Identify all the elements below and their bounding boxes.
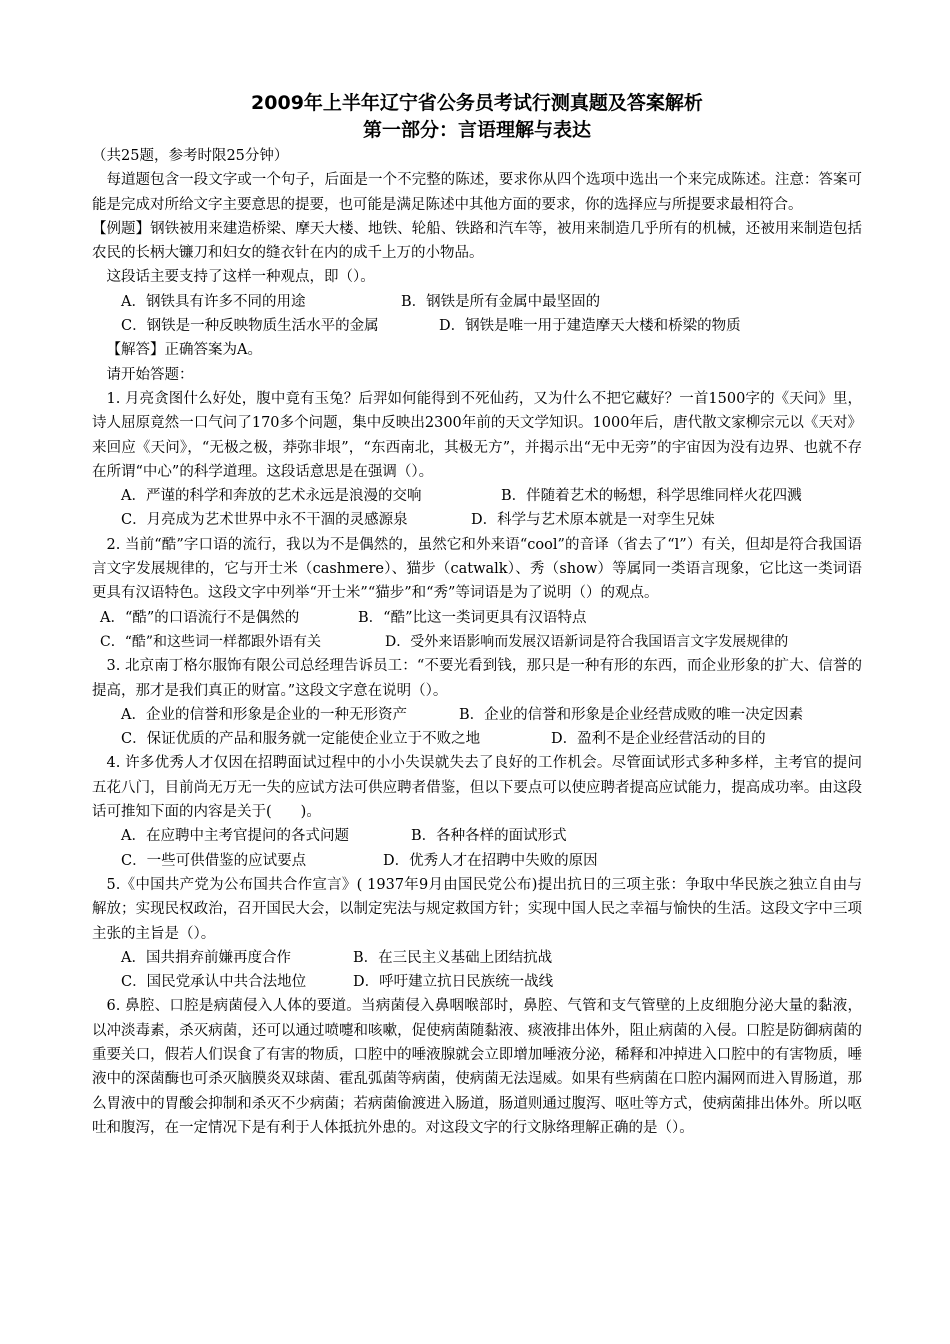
q4-option-c: C．一些可供借鉴的应试要点 (121, 852, 307, 869)
q1-option-b: B．伴随着艺术的畅想，科学思维同样火花四溅 (501, 488, 802, 505)
question-3: 3. 北京南丁格尔服饰有限公司总经理告诉员工：“不要光看到钱，那只是一种有形的东西，而企业形象的扩大、信誉的提高，那才是我们真正的财富。”这段文字意在说明（）。 (92, 658, 862, 699)
q1-options-ab (92, 484, 862, 508)
q5-option-c: C．国民党承认中共合法地位 (121, 974, 307, 991)
q3-options-ab (92, 703, 862, 727)
time-note: （共25题，参考时限25分钟） (92, 148, 289, 164)
q1-option-a: A．严谨的科学和奔放的艺术永远是浪漫的交响 (121, 488, 422, 505)
q5-option-b: B．在三民主义基础上团结抗战 (353, 949, 553, 966)
example-options-cd (92, 314, 862, 338)
question-2: 2. 当前“酷”字口语的流行，我以为不是偶然的，虽然它和外来语“cool”的音译（省去了“l”）有关，但却是符合我国语言文字发展规律的，它与开士米（cashmere）、猫步（catwalk）、秀（show）等属同一类语言现象，它比这一类词语更具有汉语特色。这段文字中列举“开士米”“猫步”和“秀”等词语是为了说明（）的观点。 (92, 536, 862, 602)
question-5: 5.《中国共产党为公布国共合作宣言》( 1937年9月由国民党公布)提出抗日的三项主张：争取中华民族之独立自由与解放；实现民权政治，召开国民大会，以制定宪法与规定救国方针；实现中国人民之幸福与愉快的生活。这段文字中三项主张的主旨是（）。 (92, 876, 862, 942)
document-page (92, 90, 862, 1140)
q5-option-d: D．呼吁建立抗日民族统一战线 (353, 974, 554, 991)
q3-option-c: C．保证优质的产品和服务就一定能使企业立于不败之地 (121, 731, 481, 748)
example-text: 【例题】钢铁被用来建造桥梁、摩天大楼、地铁、轮船、铁路和汽车等，被用来制造几乎所有的机械，还被用来制造包括农民的长柄大镰刀和妇女的缝衣针在内的成千上万的小物品。 (92, 220, 862, 262)
q2-option-b: B．“酷”比这一类词更具有汉语特点 (358, 609, 587, 626)
q3-options-cd (92, 727, 862, 751)
q1-option-d: D．科学与艺术原本就是一对孪生兄妹 (471, 512, 715, 529)
q3-option-d: D．盈利不是企业经营活动的目的 (551, 731, 766, 748)
q4-option-b: B．各种各样的面试形式 (411, 828, 567, 845)
q2-option-d: D．受外来语影响而发展汉语新词是符合我国语言文字发展规律的 (385, 633, 789, 650)
example-option-b: B．钢铁是所有金属中最坚固的 (401, 293, 601, 310)
example-options-ab (92, 290, 862, 314)
document-title: 2009年上半年辽宁省公务员考试行测真题及答案解析 (251, 92, 703, 114)
q4-options-ab (92, 824, 862, 848)
q2-options-ab (92, 606, 862, 630)
q1-options-cd (92, 508, 862, 532)
instructions: 每道题包含一段文字或一个句子，后面是一个不完整的陈述，要求你从四个选项中选出一个来完成陈述。注意：答案可能是完成对所给文字主要意思的提要，也可能是满足陈述中其他方面的要求，你的选择应与所提要求最相符合。 (92, 172, 862, 213)
q1-option-c: C．月亮成为艺术世界中永不干涸的灵感源泉 (121, 512, 408, 529)
q4-option-d: D．优秀人才在招聘中失败的原因 (383, 852, 598, 869)
section-title: 第一部分：言语理解与表达 (362, 119, 591, 141)
q2-option-a: A．“酷”的口语流行不是偶然的 (100, 609, 300, 626)
question-4: 4. 许多优秀人才仅因在招聘面试过程中的小小失误就失去了良好的工作机会。尽管面试形式多种多样，主考官的提问五花八门，目前尚无万无一失的应试方法可供应聘者借鉴，但以下要点可以使应聘者提高应试能力，提高成功率。由这段话可推知下面的内容是关于( )。 (92, 755, 862, 821)
example-option-c: C．钢铁是一种反映物质生活水平的金属 (121, 318, 379, 335)
start-prompt: 请开始答题： (106, 366, 194, 383)
q4-options-cd (92, 849, 862, 873)
q3-option-a: A．企业的信誉和形象是企业的一种无形资产 (121, 706, 407, 723)
example-question: 这段话主要支持了这样一种观点，即（）。 (106, 269, 375, 286)
q2-option-c: C．“酷”和这些词一样都跟外语有关 (100, 633, 322, 650)
q4-option-a: A．在应聘中主考官提问的各式问题 (121, 828, 349, 845)
q5-options-cd (92, 970, 862, 994)
example-option-a: A．钢铁具有许多不同的用途 (121, 293, 306, 310)
question-6: 6. 鼻腔、口腔是病菌侵入人体的要道。当病菌侵入鼻咽喉部时，鼻腔、气管和支气管壁的上皮细胞分泌大量的黏液，以冲淡毒素，杀灭病菌，还可以通过喷嚏和咳嗽，促使病菌随黏液、痰液排出体外，阻止病菌的入侵。口腔是防御病菌的重要关口，假若人们误食了有害的物质，口腔中的唾液腺就会立即增加唾液分泌，稀释和冲掉进入口腔中的有害物质，唾液中的深菌酶也可杀灭脑膜炎双球菌、霍乱弧菌等病菌，使病菌无法逞威。如果有些病菌在口腔内漏网而进入胃肠道，那么胃液中的胃酸会抑制和杀灭不少病菌；若病菌偷渡进入肠道，肠道则通过腹泻、呕吐等方式，使病菌排出体外。所以呕吐和腹泻，在一定情况下是有利于人体抵抗外患的。对这段文字的行文脉络理解正确的是（）。 (92, 998, 862, 1136)
example-answer: 【解答】正确答案为A。 (106, 342, 262, 359)
q3-option-b: B．企业的信誉和形象是企业经营成败的唯一决定因素 (459, 706, 804, 723)
q2-options-cd (92, 630, 862, 654)
example-option-d: D．钢铁是唯一用于建造摩天大楼和桥梁的物质 (439, 318, 741, 335)
question-1: 1. 月亮贪图什么好处，腹中竟有玉兔？后羿如何能得到不死仙药，又为什么不把它藏好？一首1500字的《天问》里，诗人屈原竟然一口气问了170多个问题，集中反映出2300年前的天文学知识。1000年后，唐代散文家柳宗元以《天对》来回应《天问》，“无极之极，莽弥非垠”，“东西南北，其极无方”，并揭示出“无中无旁”的宇宙因为没有边界、也就不存在所谓“中心”的科学道理。这段话意思是在强调（）。 (92, 390, 862, 480)
q5-option-a: A．国共捐弃前嫌再度合作 (121, 949, 291, 966)
q5-options-ab (92, 946, 862, 970)
